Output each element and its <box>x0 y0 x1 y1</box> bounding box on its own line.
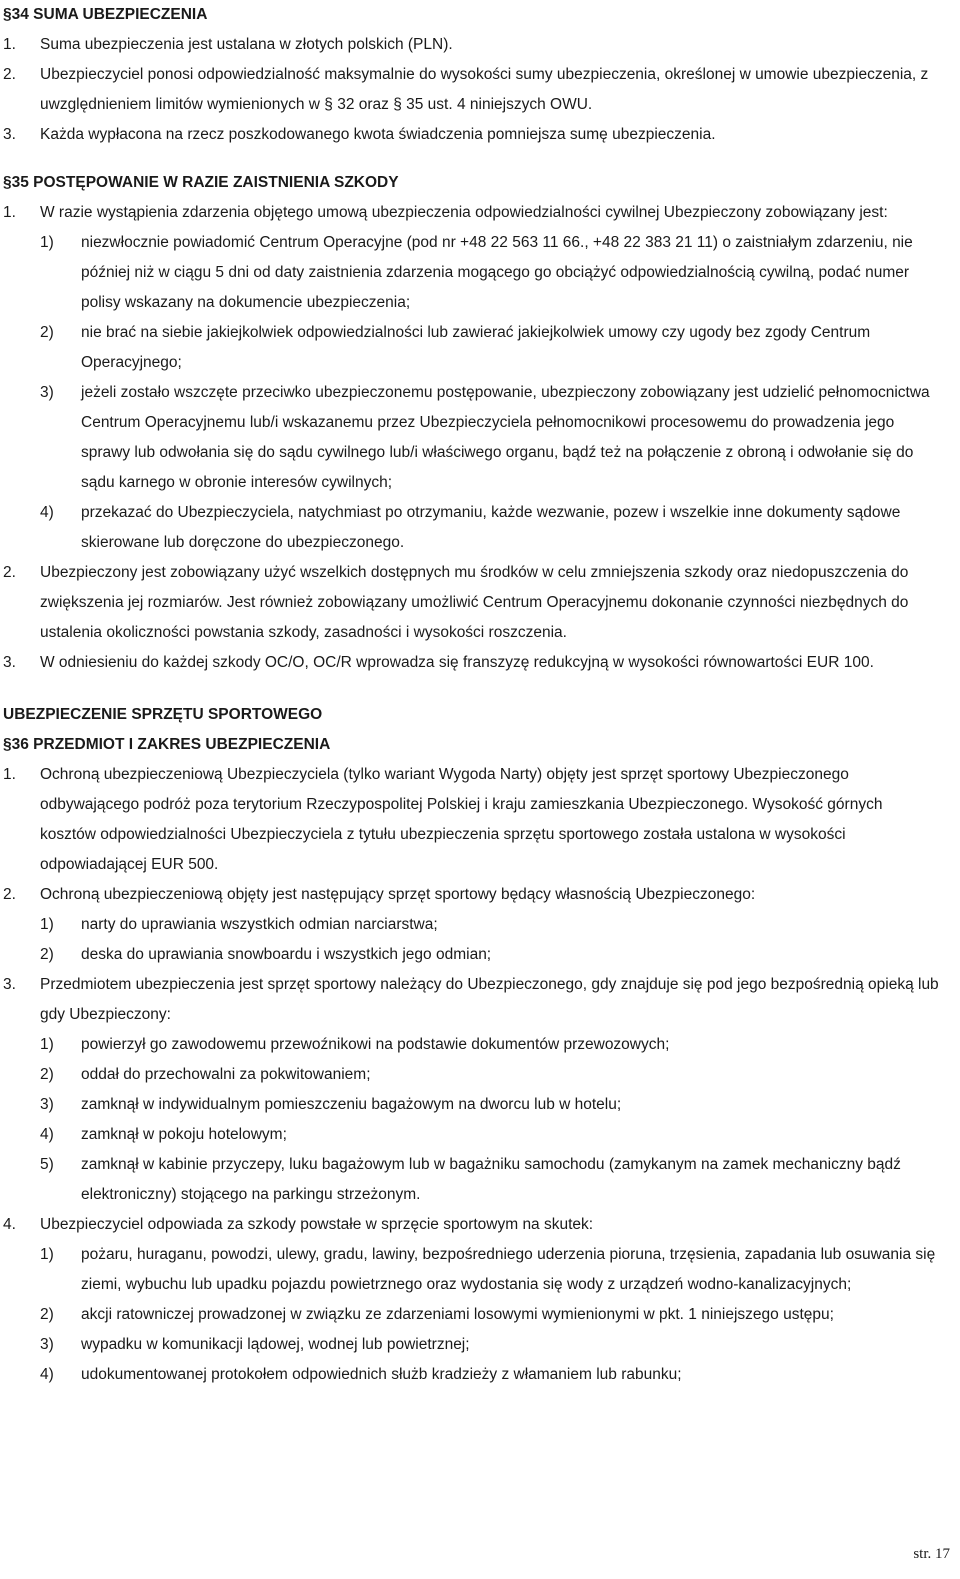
sub-item <box>40 1090 940 1120</box>
list-item <box>0 60 960 120</box>
item-text <box>40 880 940 970</box>
sub-item-number: 3) <box>40 1096 54 1113</box>
item-text: Ochroną ubezpieczeniową Ubezpieczyciela (tylko wariant Wygoda Narty) objęty jest sprzęt sportowy Ubezpieczonego odbywającego podróż poza terytorium Rzeczypospolitej Polskiej i kraju zamieszkania Ubezpieczonego. Wysokość górnych kosztów odpowiedzialności Ubezpieczyciela z tytułu ubezpieczenia sprzętu sportowego została ustalona w wysokości odpowiadającej EUR 500. <box>40 766 883 873</box>
list-item <box>0 648 960 678</box>
equipment-insurance-title: UBEZPIECZENIE SPRZĘTU SPORTOWEGO <box>3 706 323 723</box>
sub-item <box>40 378 940 498</box>
sub-item-text: zamknął w pokoju hotelowym; <box>81 1126 287 1143</box>
sub-item <box>40 1030 940 1060</box>
sub-item <box>40 1360 940 1390</box>
sub-item-number: 4) <box>40 1366 54 1383</box>
item-text: Każda wypłacona na rzecz poszkodowanego kwota świadczenia pomniejsza sumę ubezpieczenia. <box>40 126 716 143</box>
item-text <box>40 970 940 1210</box>
sub-item <box>40 228 940 318</box>
sub-item-text: narty do uprawiania wszystkich odmian narciarstwa; <box>81 916 438 933</box>
item-intro: W razie wystąpienia zdarzenia objętego umową ubezpieczenia odpowiedzialności cywilnej Ubezpieczony zobowiązany jest: <box>40 204 888 221</box>
sub-item <box>40 318 940 378</box>
item-number: 2. <box>3 66 16 83</box>
item-intro: Ubezpieczyciel odpowiada za szkody powstałe w sprzęcie sportowym na skutek: <box>40 1216 594 1233</box>
list-item <box>0 1210 960 1390</box>
sub-item <box>40 498 940 558</box>
sub-item-text: zamknął w kabinie przyczepy, luku bagażowym lub w bagażniku samochodu (zamykanym na zamek mechaniczny bądź elektroniczny) stojącego na parkingu strzeżonym. <box>81 1156 901 1203</box>
sub-item-text: oddał do przechowalni za pokwitowaniem; <box>81 1066 371 1083</box>
item-text: Suma ubezpieczenia jest ustalana w złotych polskich (PLN). <box>40 36 453 53</box>
section-36-heading: §36 PRZEDMIOT I ZAKRES UBEZPIECZENIA <box>3 736 331 753</box>
sub-item-number: 4) <box>40 1126 54 1143</box>
item-intro: Przedmiotem ubezpieczenia jest sprzęt sportowy należący do Ubezpieczonego, gdy znajduje się pod jego bezpośrednią opieką lub gdy Ubezpieczony: <box>40 976 939 1023</box>
item-number: 3. <box>3 976 16 993</box>
sub-item <box>40 1330 940 1360</box>
sub-item-text: akcji ratowniczej prowadzonej w związku ze zdarzeniami losowymi wymienionymi w pkt. 1 niniejszego ustępu; <box>81 1306 834 1323</box>
sub-item-number: 1) <box>40 916 54 933</box>
sub-item-number: 2) <box>40 1066 54 1083</box>
item-text <box>40 1210 940 1390</box>
sub-item <box>40 940 940 970</box>
sub-item-number: 5) <box>40 1156 54 1173</box>
sub-item <box>40 1120 940 1150</box>
list-item <box>0 970 960 1210</box>
sub-item <box>40 910 940 940</box>
sub-item <box>40 1300 940 1330</box>
item-number: 2. <box>3 564 16 581</box>
sub-item-text: zamknął w indywidualnym pomieszczeniu bagażowym na dworcu lub w hotelu; <box>81 1096 622 1113</box>
list-item <box>0 760 960 880</box>
sub-item-text: nie brać na siebie jakiejkolwiek odpowiedzialności lub zawierać jakiejkolwiek umowy czy ugody bez zgody Centrum Operacyjnego; <box>81 324 871 371</box>
sub-item-number: 2) <box>40 946 54 963</box>
item-number: 1. <box>3 36 16 53</box>
sub-item-number: 3) <box>40 384 54 401</box>
sub-item-text: jeżeli zostało wszczęte przeciwko ubezpieczonemu postępowanie, ubezpieczony zobowiązany jest udzielić pełnomocnictwa Centrum Operacyjnemu lub/i wskazanemu przez Ubezpieczyciela pełnomocnikowi procesowemu do prowadzenia jego sprawy lub odwołania się do sądu cywilnego lub/i właściwego organu, bądź też na połączenie z obroną i odwołanie się do sądu karnego w obronie interesów cywilnych; <box>81 384 930 491</box>
sub-item-number: 1) <box>40 1036 54 1053</box>
page-number: str. 17 <box>913 1546 950 1562</box>
section-35-heading: §35 POSTĘPOWANIE W RAZIE ZAISTNIENIA SZKODY <box>3 174 399 191</box>
sub-item-number: 1) <box>40 234 54 251</box>
sub-item-text: niezwłocznie powiadomić Centrum Operacyjne (pod nr +48 22 563 11 66., +48 22 383 21 11) o zaistniałym zdarzeniu, nie później niż w ciągu 5 dni od daty zaistnienia zdarzenia mogącego go obciążyć odpowiedzialnością cywilną, podać numer polisy wskazany na dokumencie ubezpieczenia; <box>81 234 913 311</box>
item-intro: Ochroną ubezpieczeniową objęty jest następujący sprzęt sportowy będący własnością Ubezpieczonego: <box>40 886 756 903</box>
item-number: 1. <box>3 204 16 221</box>
sub-item-number: 2) <box>40 324 54 341</box>
item-number: 2. <box>3 886 16 903</box>
sub-item-text: wypadku w komunikacji lądowej, wodnej lub powietrznej; <box>81 1336 470 1353</box>
sub-item-text: udokumentowanej protokołem odpowiednich służb kradzieży z włamaniem lub rabunku; <box>81 1366 682 1383</box>
section-34-heading: §34 SUMA UBEZPIECZENIA <box>3 6 208 23</box>
item-number: 4. <box>3 1216 16 1233</box>
list-item <box>0 558 960 648</box>
list-item <box>0 30 960 60</box>
item-text: Ubezpieczyciel ponosi odpowiedzialność maksymalnie do wysokości sumy ubezpieczenia, określonej w umowie ubezpieczenia, z uwzględnieniem limitów wymienionych w § 32 oraz § 35 ust. 4 niniejszych OWU. <box>40 66 929 113</box>
list-item <box>0 198 960 558</box>
sub-item <box>40 1240 940 1300</box>
sub-item-text: deska do uprawiania snowboardu i wszystkich jego odmian; <box>81 946 492 963</box>
item-number: 3. <box>3 654 16 671</box>
item-text <box>40 198 940 558</box>
list-item <box>0 880 960 970</box>
item-number: 1. <box>3 766 16 783</box>
sub-item-number: 3) <box>40 1336 54 1353</box>
sub-item-text: powierzył go zawodowemu przewoźnikowi na podstawie dokumentów przewozowych; <box>81 1036 670 1053</box>
sub-item-text: pożaru, huraganu, powodzi, ulewy, gradu, lawiny, bezpośredniego uderzenia pioruna, trzęsienia, zapadania lub osuwania się ziemi, wybuchu lub upadku pojazdu powietrznego oraz wydostania się wody z urządzeń wodno-kanalizacyjnych; <box>81 1246 936 1293</box>
item-text: W odniesieniu do każdej szkody OC/O, OC/R wprowadza się franszyzę redukcyjną w wysokości równowartości EUR 100. <box>40 654 874 671</box>
sub-item <box>40 1150 940 1210</box>
list-item <box>0 120 960 150</box>
item-text: Ubezpieczony jest zobowiązany użyć wszelkich dostępnych mu środków w celu zmniejszenia szkody oraz niedopuszczenia do zwiększenia jej rozmiarów. Jest również zobowiązany umożliwić Centrum Operacyjnemu dokonanie czynności niezbędnych do ustalenia okoliczności powstania szkody, zasadności i wysokości roszczenia. <box>40 564 909 641</box>
sub-item <box>40 1060 940 1090</box>
item-number: 3. <box>3 126 16 143</box>
sub-item-text: przekazać do Ubezpieczyciela, natychmiast po otrzymaniu, każde wezwanie, pozew i wszelkie inne dokumenty sądowe skierowane lub doręczone do ubezpieczonego. <box>81 504 901 551</box>
sub-item-number: 4) <box>40 504 54 521</box>
sub-item-number: 2) <box>40 1306 54 1323</box>
sub-item-number: 1) <box>40 1246 54 1263</box>
